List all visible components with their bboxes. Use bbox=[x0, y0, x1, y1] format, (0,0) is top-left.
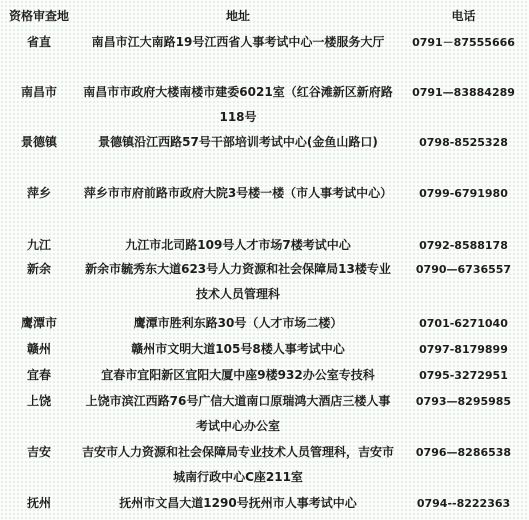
phone-cell: 0790—6736557 bbox=[415, 263, 512, 276]
address-cell: 上饶市滨江西路76号广信大道南口原瑞鸿大酒店三楼人事考试中心办公室 bbox=[85, 394, 391, 433]
phone-cell: 0791—83884289 bbox=[412, 86, 515, 99]
address-cell: 南昌市市政府大楼南楼市建委6021室（红谷滩新区新府路118号 bbox=[83, 85, 393, 124]
address-cell: 新余市毓秀东大道623号人力资源和社会保障局13楼专业技术人员管理科 bbox=[85, 262, 391, 301]
region-cell: 萍乡 bbox=[26, 186, 51, 200]
phone-cell: 0701-6271040 bbox=[419, 317, 508, 330]
phone-cell: 0794--8222363 bbox=[416, 497, 511, 510]
table-row-jingdezhen bbox=[0, 130, 529, 155]
address-cell: 鹰潭市胜利东路30号（人才市场二楼） bbox=[133, 316, 343, 330]
region-cell: 景德镇 bbox=[20, 135, 57, 149]
table-row-nanchang bbox=[0, 80, 529, 130]
phone-cell: 0795-3272951 bbox=[419, 369, 508, 382]
region-cell: 九江 bbox=[26, 238, 51, 252]
header-region: 资格审查地 bbox=[8, 9, 69, 23]
phone-cell: 0797-8179899 bbox=[419, 343, 508, 356]
region-cell: 上饶 bbox=[26, 394, 51, 408]
address-cell: 赣州市文明大道105号8楼人事考试中心 bbox=[131, 342, 345, 356]
address-cell: 南昌市江大南路19号江西省人事考试中心一楼服务大厅 bbox=[91, 35, 385, 49]
table-row-provincial bbox=[0, 30, 529, 55]
region-cell: 抚州 bbox=[26, 496, 51, 510]
region-cell: 新余 bbox=[26, 262, 51, 276]
address-cell: 宜春市宜阳新区宜阳大厦中座9楼932办公室专技科 bbox=[101, 368, 375, 382]
phone-cell: 0798-8525328 bbox=[419, 136, 508, 149]
region-cell: 鹰潭市 bbox=[20, 316, 57, 330]
table-row-yichun bbox=[0, 363, 529, 388]
region-cell: 南昌市 bbox=[20, 85, 57, 99]
region-cell: 赣州 bbox=[26, 342, 51, 356]
table-row-ganzhou bbox=[0, 337, 529, 362]
table-row-shangrao bbox=[0, 389, 529, 439]
table-header-row bbox=[0, 7, 529, 25]
table-row-yingtan bbox=[0, 311, 529, 336]
header-address: 地址 bbox=[225, 9, 250, 23]
address-cell: 萍乡市市府前路市政府大院3号楼一楼（市人事考试中心） bbox=[83, 186, 393, 200]
address-cell: 九江市北司路109号人才市场7楼考试中心 bbox=[125, 238, 351, 252]
phone-cell: 0791－87555666 bbox=[412, 36, 515, 49]
phone-cell: 0796—8286538 bbox=[415, 446, 512, 459]
region-cell: 省直 bbox=[26, 35, 51, 49]
region-cell: 吉安 bbox=[26, 445, 51, 459]
phone-cell: 0799-6791980 bbox=[419, 187, 508, 200]
table-row-pingxiang bbox=[0, 181, 529, 206]
region-cell: 宜春 bbox=[26, 368, 51, 382]
table-row-fuzhou bbox=[0, 491, 529, 516]
table-row-jian bbox=[0, 440, 529, 490]
address-cell: 吉安市人力资源和社会保障局专业技术人员管理科，吉安市城南行政中心C座211室 bbox=[82, 445, 395, 484]
phone-cell: 0793—8295985 bbox=[415, 395, 512, 408]
table-row-xinyu bbox=[0, 257, 529, 307]
address-cell: 抚州市文昌大道1290号抚州市人事考试中心 bbox=[119, 496, 357, 510]
address-cell: 景德镇沿江西路57号干部培训考试中心(金鱼山路口) bbox=[98, 135, 378, 149]
header-phone: 电话 bbox=[451, 9, 476, 23]
table-row-jiujiang bbox=[0, 233, 529, 258]
phone-cell: 0792-8588178 bbox=[419, 239, 508, 252]
